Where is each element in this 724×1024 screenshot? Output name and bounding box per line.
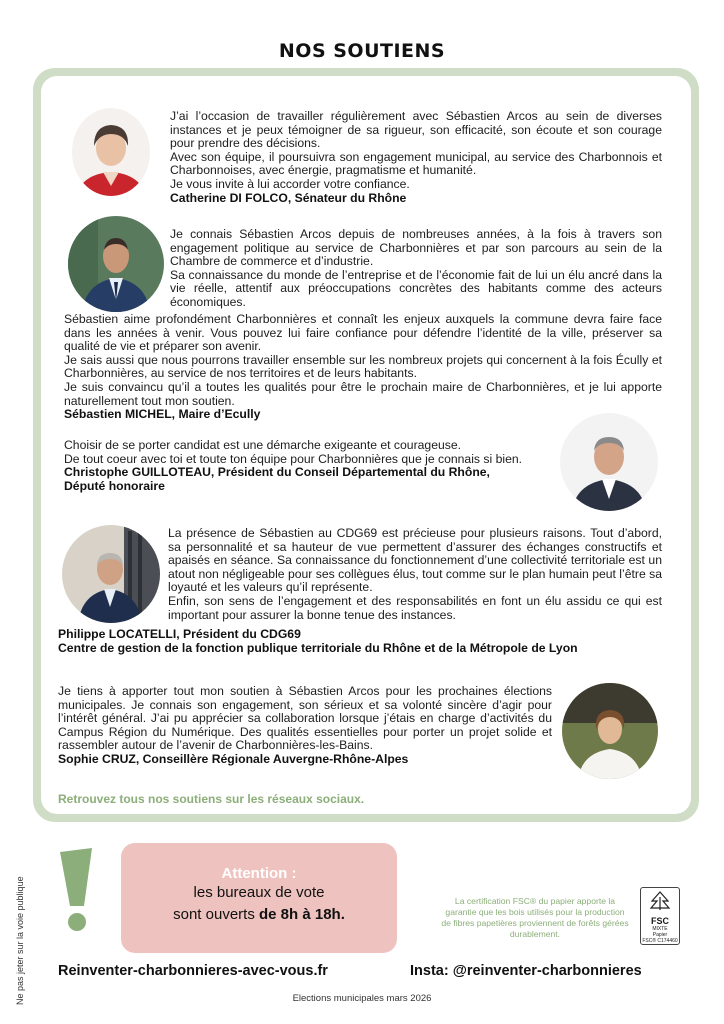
testimonial-5-signature: Sophie CRUZ, Conseillère Régionale Auvergne-Rhône-Alpes	[58, 751, 409, 766]
attention-line	[121, 904, 397, 926]
portrait-sophie-cruz	[562, 683, 658, 779]
portrait-christophe-guilloteau	[560, 413, 658, 511]
exclamation-icon	[56, 848, 100, 939]
voting-hours-box	[121, 843, 397, 953]
testimonial-4-signature: Philippe LOCATELLI, Président du CDG69	[58, 627, 301, 641]
testimonial-4-signature-block	[58, 628, 662, 655]
testimonial-2-paragraph: Je sais aussi que nous pourrons travailler ensemble sur les nombreux projets qui concernent à la fois Écully et Charbonnières, au service de nos territoires et de leurs habitants.	[64, 352, 662, 381]
attention-title: Attention :	[221, 865, 297, 882]
testimonial-2-bottom	[64, 313, 662, 422]
instagram-handle[interactable]: Insta: @reinventer-charbonnieres	[410, 963, 642, 979]
portrait-sebastien-michel	[68, 216, 164, 312]
fsc-certification-text: La certification FSC® du papier apporte la garantie que les bois utilisés pour la production de fibres papetières proviennent de forêts gérées durablement.	[441, 896, 629, 939]
testimonial-1-paragraph: Je vous invite à lui accorder votre confiance.	[170, 176, 410, 191]
testimonial-4-paragraph: La présence de Sébastien au CDG69 est précieuse pour plusieurs raisons. Tout d’abord, sa personnalité et sa hauteur de vue permettent d’assurer des échanges constructifs et apaisés en séance. Sa connaissance du fonctionnement d’une collectivité territoriale est un atout non négligeable pour ses collègues élus, tout comme sur le plan humain peut l’être sa loyauté et les valeurs qu’il représente.	[168, 526, 662, 595]
portrait-philippe-locatelli	[62, 525, 160, 623]
portrait-catherine-di-folco	[72, 108, 150, 196]
testimonial-4	[168, 527, 662, 622]
testimonial-2-paragraph: Sébastien aime profondément Charbonnières et connaît les enjeux auxquels la commune devra faire face dans les années à venir. Vous pouvez lui faire confiance pour défendre l’identité de la ville, préserver sa qualité de vie et préparer son avenir.	[64, 312, 662, 354]
fsc-logo-word: FSC	[651, 916, 669, 926]
page-title: NOS SOUTIENS	[278, 40, 446, 62]
testimonial-5	[58, 685, 552, 767]
testimonial-3-signature: Christophe GUILLOTEAU, Président du Conseil Départemental du Rhône,	[64, 465, 490, 480]
testimonial-1-paragraph: J’ai l’occasion de travailler régulièrement avec Sébastien Arcos au sein de diverses instances et je peux témoigner de sa rigueur, son efficacité, son écoute et son courage pour prendre des décisions.	[170, 109, 662, 151]
testimonial-4-signature: Centre de gestion de la fonction publique territoriale du Rhône et de la Métropole de Lyon	[58, 640, 578, 655]
testimonial-1	[170, 110, 662, 205]
testimonial-2-paragraph: Je suis convaincu qu’il a toutes les qualités pour être le prochain maire de Charbonnières, et je lui apporte naturellement tout mon soutien.	[64, 379, 662, 408]
testimonial-2-paragraph: Je connais Sébastien Arcos depuis de nombreuses années, à la fois à travers son engagement politique au service de Charbonnières et par son parcours au sein de la Chambre de commerce et d’industrie.	[170, 227, 662, 269]
attention-hours-prefix: sont ouverts	[173, 906, 255, 923]
fsc-logo-code: FSC® C174460	[642, 938, 678, 944]
side-disposal-note: Ne pas jeter sur la voie publique	[15, 876, 25, 1005]
fsc-tree-icon	[648, 891, 672, 911]
testimonial-2-signature: Sébastien MICHEL, Maire d’Ecully	[64, 407, 261, 422]
website-link[interactable]: Reinventer-charbonnieres-avec-vous.fr	[58, 963, 328, 979]
testimonial-1-signature: Catherine DI FOLCO, Sénateur du Rhône	[170, 190, 407, 205]
testimonial-3-paragraph: Choisir de se porter candidat est une démarche exigeante et courageuse.	[64, 438, 462, 452]
testimonial-3-signature: Député honoraire	[64, 478, 165, 493]
attention-hours: de 8h à 18h.	[259, 906, 345, 923]
testimonial-2-top	[170, 228, 662, 310]
testimonial-3	[64, 439, 542, 493]
fsc-logo-mixte: MIXTE	[652, 926, 668, 932]
testimonial-2-paragraph: Sa connaissance du monde de l’entreprise et de l’économie fait de lui un élu ancré dans la vie réelle, attentif aux préoccupations concrètes des habitants comme des acteurs économiques.	[170, 267, 662, 309]
attention-line: les bureaux de vote	[193, 884, 325, 901]
testimonial-1-paragraph: Avec son équipe, il poursuivra son engagement municipal, au service des Charbonnois et Charbonnoises, avec énergie, pragmatisme et humanité.	[170, 149, 662, 178]
fsc-logo	[640, 887, 680, 945]
fsc-logo-papier: Papier	[652, 932, 668, 938]
testimonial-5-paragraph: Je tiens à apporter tout mon soutien à Sébastien Arcos pour les prochaines élections municipales. Je connais son engagement, son sérieux et sa volonté sincère d’agir pour l’intérêt général. J’ai pu apprécier sa collaboration lorsque j’étais en charge d’activités du Campus Région du Numérique. Des qualités essentielles pour porter un projet solide et rassembler autour de l’avenir de Charbonnières-les-Bains.	[58, 684, 552, 753]
testimonial-3-paragraph: De tout coeur avec toi et toute ton équipe pour Charbonnières que je connais si bien.	[64, 451, 523, 466]
testimonial-4-paragraph: Enfin, son sens de l’engagement et des responsabilités en font un élu assidu ce qui est important pour assurer la bonne tenue des instances.	[168, 593, 662, 622]
social-networks-note: Retrouvez tous nos soutiens sur les réseaux sociaux.	[58, 792, 365, 806]
footer-text: Elections municipales mars 2026	[292, 993, 432, 1004]
